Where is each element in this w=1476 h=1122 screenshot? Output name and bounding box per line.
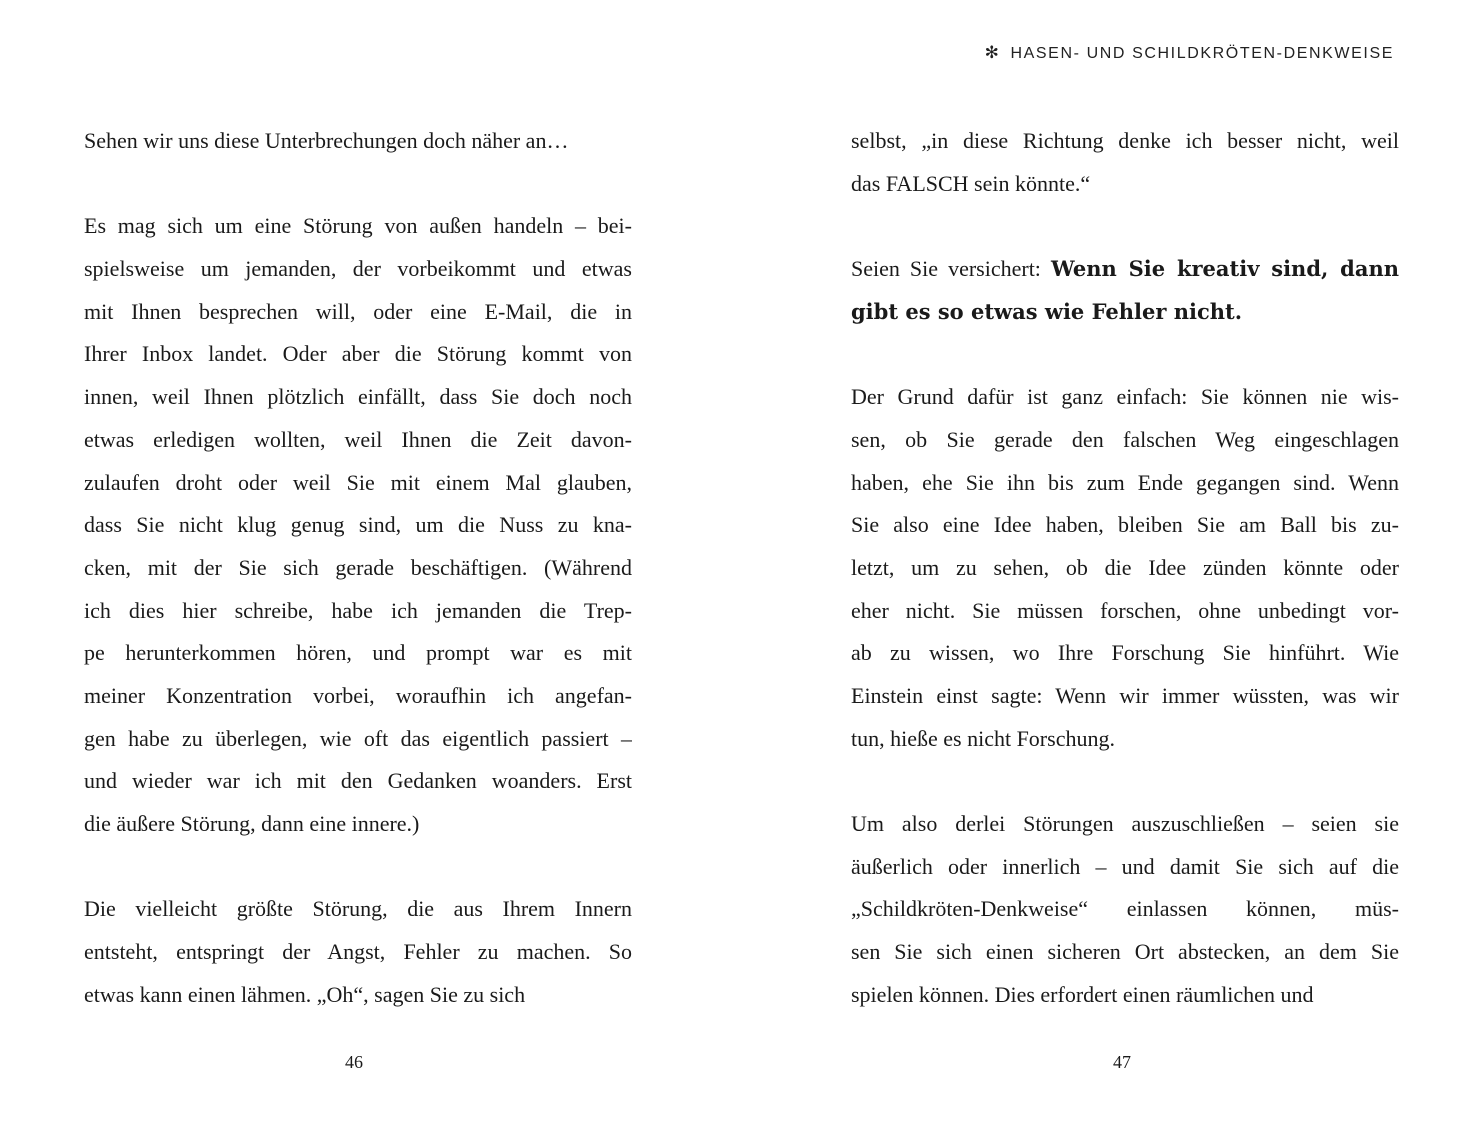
text-line: ab zu wissen, wo Ihre Forschung Sie hinführt. Wie bbox=[851, 640, 1399, 666]
paragraph bbox=[851, 376, 1399, 760]
chapter-title: HASEN- UND SCHILDKRÖTEN-DENKWEISE bbox=[1010, 45, 1394, 62]
paragraph bbox=[851, 803, 1399, 1016]
text-line bbox=[851, 291, 1399, 334]
left-page-text bbox=[84, 120, 632, 1059]
text-line bbox=[851, 248, 1399, 291]
text-line: spielsweise um jemanden, der vorbeikommt und etwas bbox=[84, 256, 632, 282]
text-segment: Seien Sie versichert: bbox=[851, 256, 1051, 282]
text-line: und wieder war ich mit den Gedanken woanders. Erst bbox=[84, 768, 632, 794]
text-line: pe herunterkommen hören, und prompt war es mit bbox=[84, 640, 632, 666]
paragraph bbox=[84, 205, 632, 845]
text-line: letzt, um zu sehen, ob die Idee zünden könnte oder bbox=[851, 554, 1399, 580]
running-header bbox=[985, 43, 1394, 63]
paragraph bbox=[84, 888, 632, 1016]
text-line: tun, hieße es nicht Forschung. bbox=[851, 725, 1115, 751]
text-line: Sehen wir uns diese Unterbrechungen doch näher an… bbox=[84, 128, 569, 153]
text-line: Um also derlei Störungen auszuschließen – seien sie bbox=[851, 811, 1399, 836]
text-line: innen, weil Ihnen plötzlich einfällt, dass Sie doch noch bbox=[84, 384, 632, 410]
text-line: cken, mit der Sie sich gerade beschäftigen. (Während bbox=[84, 554, 632, 580]
text-line: haben, ehe Sie ihn bis zum Ende gegangen sind. Wenn bbox=[851, 469, 1399, 495]
text-line: etwas kann einen lähmen. „Oh“, sagen Sie zu sich bbox=[84, 981, 526, 1007]
paragraph bbox=[84, 120, 632, 163]
text-line: das FALSCH sein könnte.“ bbox=[851, 170, 1091, 196]
text-line: mit Ihnen besprechen will, oder eine E-Mail, die in bbox=[84, 298, 632, 324]
page-number-right: 47 bbox=[1113, 1052, 1131, 1072]
text-line: Der Grund dafür ist ganz einfach: Sie können nie wis- bbox=[851, 384, 1399, 410]
text-line: eher nicht. Sie müssen forschen, ohne unbedingt vor- bbox=[851, 597, 1399, 623]
bold-emphasis: Wenn Sie kreativ sind, dann bbox=[1050, 256, 1399, 282]
text-line: dass Sie nicht klug genug sind, um die Nuss zu kna- bbox=[84, 512, 632, 538]
text-line: Einstein einst sagte: Wenn wir immer wüssten, was wir bbox=[851, 682, 1399, 708]
text-line: etwas erledigen wollten, weil Ihnen die Zeit davon- bbox=[84, 426, 632, 452]
bold-emphasis: gibt es so etwas wie Fehler nicht. bbox=[851, 298, 1243, 324]
text-line: gen habe zu überlegen, wie oft das eigentlich passiert – bbox=[84, 725, 632, 751]
page-number-left: 46 bbox=[345, 1052, 363, 1072]
text-line: die äußere Störung, dann eine innere.) bbox=[84, 811, 420, 836]
text-line: äußerlich oder innerlich – und damit Sie sich auf die bbox=[851, 853, 1399, 879]
text-line: Es mag sich um eine Störung von außen handeln – bei- bbox=[84, 213, 632, 239]
text-line: selbst, „in diese Richtung denke ich besser nicht, weil bbox=[851, 128, 1399, 153]
text-line: entsteht, entspringt der Angst, Fehler zu machen. So bbox=[84, 939, 632, 965]
asterisk-ornament-icon: ✻ bbox=[984, 43, 1001, 62]
right-page-text bbox=[851, 120, 1399, 1059]
text-line: „Schildkröten-Denkweise“ einlassen können, müs- bbox=[851, 896, 1399, 922]
text-line: Die vielleicht größte Störung, die aus Ihrem Innern bbox=[84, 896, 632, 922]
text-line: zulaufen droht oder weil Sie mit einem Mal glauben, bbox=[84, 469, 632, 495]
text-line: sen, ob Sie gerade den falschen Weg eingeschlagen bbox=[851, 426, 1399, 452]
text-line: spielen können. Dies erfordert einen räumlichen und bbox=[851, 981, 1314, 1007]
text-line: ich dies hier schreibe, habe ich jemanden die Trep- bbox=[84, 597, 632, 623]
text-line: meiner Konzentration vorbei, woraufhin ich angefan- bbox=[84, 682, 632, 708]
text-line: Sie also eine Idee haben, bleiben Sie am Ball bis zu- bbox=[851, 512, 1399, 538]
paragraph bbox=[851, 248, 1399, 333]
paragraph bbox=[851, 120, 1399, 205]
text-line: Ihrer Inbox landet. Oder aber die Störung kommt von bbox=[84, 341, 632, 367]
text-line: sen Sie sich einen sicheren Ort abstecken, an dem Sie bbox=[851, 939, 1399, 965]
